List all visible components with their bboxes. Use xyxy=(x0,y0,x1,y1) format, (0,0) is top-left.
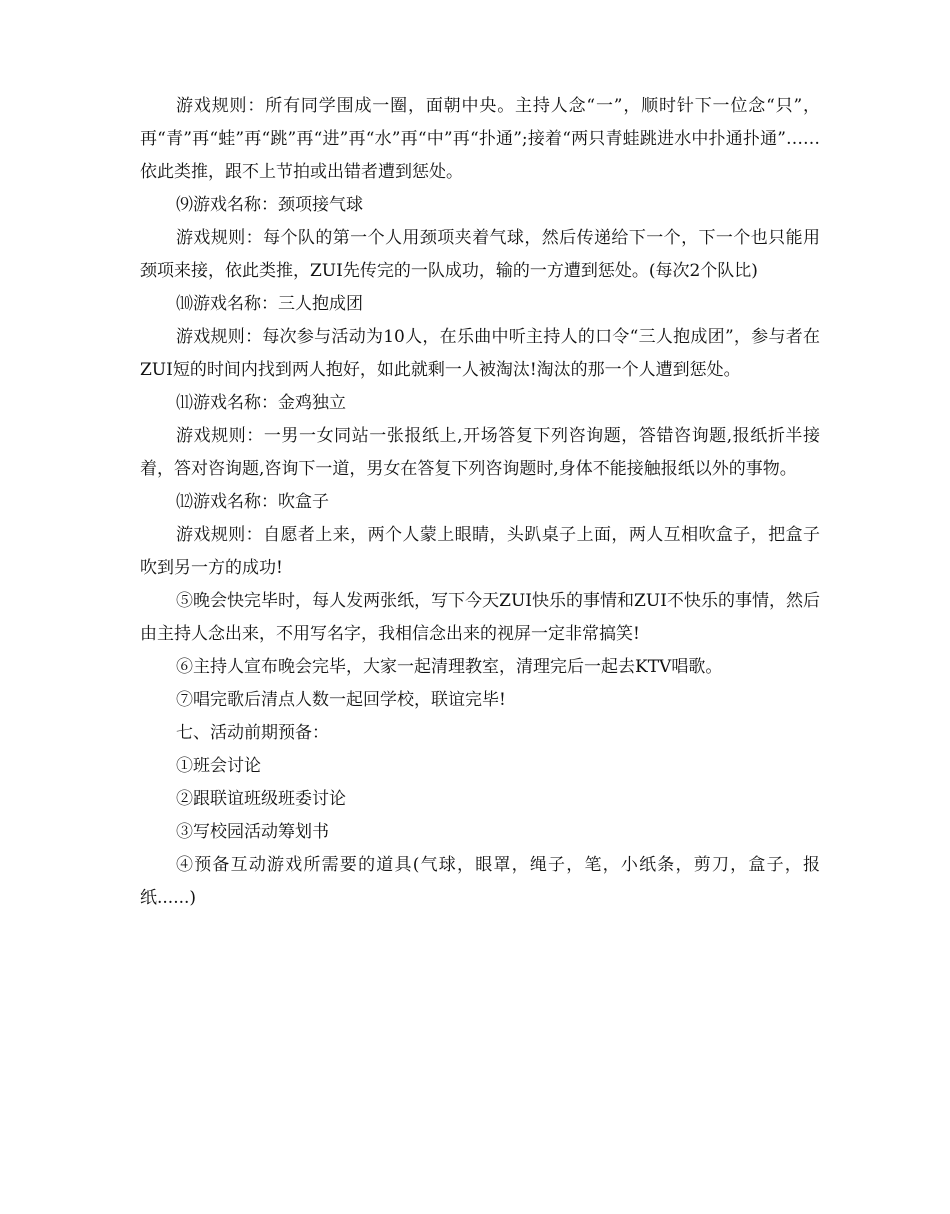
prep-item-4: ④预备互动游戏所需要的道具(气球，眼罩，绳子，笔，小纸条，剪刀，盒子，报纸......) xyxy=(140,855,820,908)
prep-item-1: ①班会讨论 xyxy=(176,756,261,776)
game-title-11: ⑾游戏名称：金鸡独立 xyxy=(176,393,346,413)
document-body xyxy=(140,90,820,915)
rule-paragraph-9: 游戏规则：每个队的第一个人用颈项夹着气球，然后传递给下一个，下一个也只能用颈项来接，依此类推，ZUI先传完的一队成功，输的一方遭到惩处。(每次2个队比) xyxy=(140,228,820,281)
prep-item-3: ③写校园活动筹划书 xyxy=(176,822,329,842)
step-7-paragraph: ⑦唱完歌后清点人数一起回学校，联谊完毕! xyxy=(176,690,506,710)
game-title-10: ⑽游戏名称：三人抱成团 xyxy=(176,294,363,314)
game-title-12: ⑿游戏名称：吹盒子 xyxy=(176,492,329,512)
rule-paragraph-11: 游戏规则：一男一女同站一张报纸上,开场答复下列咨询题，答错咨询题,报纸折半接着，答对咨询题,咨询下一道，男女在答复下列咨询题时,身体不能接触报纸以外的事物。 xyxy=(140,426,820,479)
rule-paragraph-frog: 游戏规则：所有同学围成一圈，面朝中央。主持人念“一”，顺时针下一位念“只”，再“青”再“蛙”再“跳”再“进”再“水”再“中”再“扑通”;接着“两只青蛙跳进水中扑通扑通”……依此类推，跟不上节拍或出错者遭到惩处。 xyxy=(140,96,820,182)
step-6-paragraph: ⑥主持人宣布晚会完毕，大家一起清理教室，清理完后一起去KTV唱歌。 xyxy=(176,657,723,677)
rule-paragraph-10: 游戏规则：每次参与活动为10人，在乐曲中听主持人的口令“三人抱成团”，参与者在ZUI短的时间内找到两人抱好，如此就剩一人被淘汰!淘汰的那一个人遭到惩处。 xyxy=(140,327,820,380)
game-title-9: ⑼游戏名称：颈项接气球 xyxy=(176,195,363,215)
prep-item-2: ②跟联谊班级班委讨论 xyxy=(176,789,346,809)
step-5-paragraph: ⑤晚会快完毕时，每人发两张纸，写下今天ZUI快乐的事情和ZUI不快乐的事情，然后由主持人念出来，不用写名字，我相信念出来的视屏一定非常搞笑! xyxy=(140,591,820,644)
section-heading-preparation: 七、活动前期预备： xyxy=(176,723,329,743)
rule-paragraph-12: 游戏规则：自愿者上来，两个人蒙上眼睛，头趴桌子上面，两人互相吹盒子，把盒子吹到另一方的成功! xyxy=(140,525,820,578)
